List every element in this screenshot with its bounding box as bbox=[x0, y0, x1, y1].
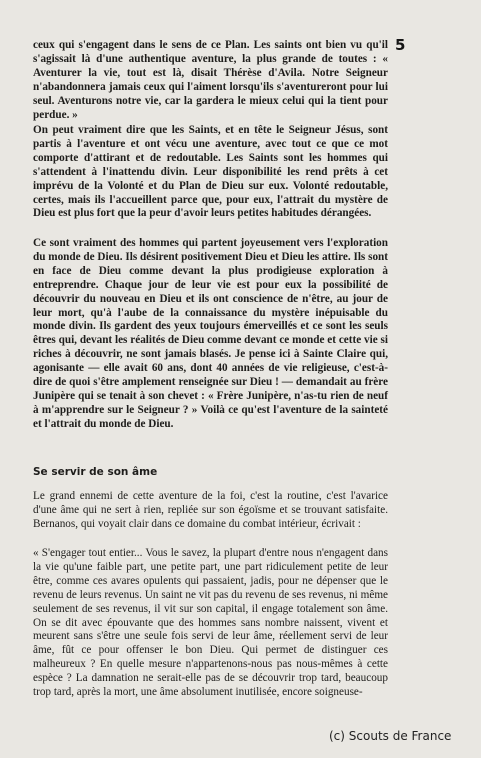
paragraph-1: ceux qui s'engagent dans le sens de ce Plan. Les saints ont bien vu qu'il s'agissait là d'une authentique aventure, la plus grande de toutes : « Aventurer la vie, tout est là, disait Thérèse d'Avila. Notre Seigneur n'abandonnera jamais ceux qui l'aiment lorsqu'ils s'aventureront pour lui seul. Aventurons notre vie, car la gardera le mieux celui qui la tient pour perdue. » bbox=[33, 39, 388, 121]
paragraph-2: On peut vraiment dire que les Saints, et en tête le Seigneur Jésus, sont partis à l'aventure et ont vécu une aventure, avec tout ce que ce mot comporte d'attirant et de redoutable. Les Saints sont les hommes qui s'attendent à l'inattendu divin. Leur disponibilité les rend prêts à cet imprévu de la Volonté et du Plan de Dieu sur eux. Volonté redoutable, certes, mais ils l'accueillent parce que, pour eux, l'attrait du mystère de Dieu est plus fort que la peur d'avoir leurs petites habitudes dérangées. bbox=[33, 124, 388, 220]
page-number: 5 bbox=[395, 36, 406, 54]
paragraph-4: Le grand ennemi de cette aventure de la foi, c'est la routine, c'est l'avarice d'une âme qui ne sert à rien, repliée sur son égoïsme et se trouvant satisfaite. Bernanos, qui voyait clair dans ce domaine du combat intérieur, écrivait : bbox=[33, 490, 388, 530]
copyright-credit: (c) Scouts de France bbox=[329, 729, 452, 743]
section-heading: Se servir de son âme bbox=[33, 466, 158, 478]
paragraph-3: Ce sont vraiment des hommes qui partent joyeusement vers l'exploration du monde de Dieu. Ils désirent positivement Dieu et Dieu les attire. Ils sont en face de Dieu comme devant la plus prodigieuse exploration à entreprendre. Chaque jour de leur vie est pour eux la possibilité de découvrir du nouveau en Dieu et ils ont conscience de n'être, au jour de leur mort, qu'à l'aube de la connaissance du mystère inépuisable du monde divin. Ils gardent des yeux toujours émerveillés et ce sont les seuls êtres qui, devant les réalités de Dieu comme devant ce monde et cette vie si riches à découvrir, ne sont jamais blasés. Je pense ici à Sainte Claire qui, agonisante — elle avait 60 ans, dont 40 années de vie religieuse, c'est-à-dire de quoi s'être amplement renseignée sur Dieu ! — demandait au frère Junipère qui se tenait à son chevet : « Frère Junipère, n'as-tu rien de neuf à m'apprendre sur le Seigneur ? » Voilà ce qu'est l'aventure de la sainteté et l'attrait du monde de Dieu. bbox=[33, 237, 388, 430]
paragraph-5-quote: « S'engager tout entier... Vous le savez, la plupart d'entre nous n'engagent dans la vie qu'une faible part, une petite part, une part ridiculement petite de leur être, comme ces avares opulents qui passaient, jadis, pour ne dépenser que le revenu de leurs revenus. Un saint ne vit pas du revenu de ses revenus, ni même seulement de ses revenus, il vit sur son capital, il engage totalement son âme. On se dit avec épouvante que des hommes sans nombre naissent, vivent et meurent sans s'être une seule fois servi de leur âme, réellement servi de leur âme, fût ce pour offenser le bon Dieu. Qui permet de distinguer ces malheureux ? En quelle mesure n'appartenons-nous pas nous-mêmes à cette espèce ? La damnation ne serait-elle pas de se découvrir trop tard, beaucoup trop tard, après la mort, une âme absolument inutilisée, encore soigneuse- bbox=[33, 547, 388, 699]
